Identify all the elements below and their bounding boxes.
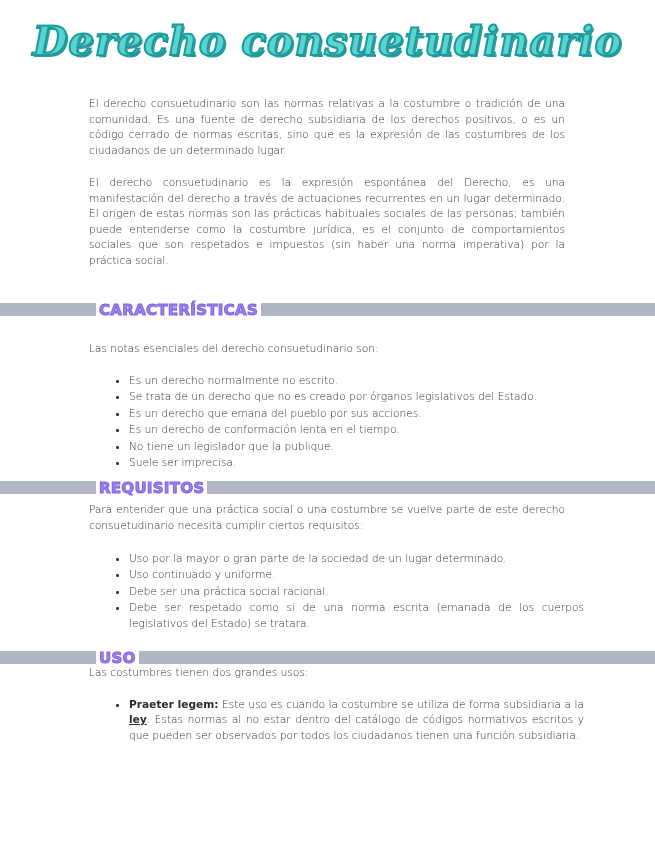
caracteristicas-heading: CARACTERÍSTICAS [96, 300, 261, 320]
list-item: • Uso por la mayor o gran parte de la sociedad de un lugar determinado. [129, 551, 584, 567]
uso-text-after: . Estas normas al no estar dentro del catálogo de códigos normativos escritos y que pueden ser observados por todos los ciudadanos tienen una función subsidiaria. [129, 714, 584, 742]
caracteristicas-list [112, 373, 584, 471]
list-item: • Uso continuado y uniforme. [129, 567, 584, 583]
list-item [129, 697, 584, 744]
list-item: • Debe ser una práctica social racional. [129, 584, 584, 600]
list-item: • Suele ser imprecisa. [129, 455, 584, 471]
ley-link[interactable]: ley [129, 714, 147, 727]
list-item: • No tiene un legislador que la publique. [129, 439, 584, 455]
list-item: • Debe ser respetado como si de una norma escrita (emanada de los cuerpos legislativos del Estado) se tratara. [129, 600, 584, 632]
uso-term: Praeter legem: [129, 699, 219, 711]
page-title: Derecho consuetudinario [32, 18, 623, 65]
list-item: • Es un derecho normalmente no escrito. [129, 373, 584, 389]
list-item: • Es un derecho de conformación lenta en el tiempo. [129, 422, 584, 438]
list-item: • Es un derecho que emana del pueblo por sus acciones. [129, 406, 584, 422]
uso-text-before: Este uso es cuando la costumbre se utiliza de forma subsidiaria a la [218, 699, 584, 711]
requisitos-list [112, 551, 584, 632]
uso-list [112, 697, 584, 744]
intro-paragraph-2: El derecho consuetudinario es la expresión espontánea del Derecho, es una manifestación del derecho a través de actuaciones recurrentes en un lugar determinado. El origen de estas normas son las prácticas habituales sociales de las personas; también puede entenderse como la costumbre jurídica, es el conjunto de comportamientos sociales que son respetados e impuestos (sin haber una norma imperativa) por la práctica social. [89, 177, 565, 267]
uso-lead: Las costumbres tienen dos grandes usos: [89, 667, 309, 679]
caracteristicas-lead: Las notas esenciales del derecho consuetudinario son: [89, 343, 379, 355]
requisitos-lead: Para entender que una práctica social o una costumbre se vuelve parte de este derecho consuetudinario necesita cumplir ciertos requisitos: [89, 504, 565, 532]
requisitos-heading: REQUISITOS [96, 478, 207, 498]
uso-heading: USO [96, 648, 139, 668]
list-item: • Se trata de un derecho que no es creado por órganos legislativos del Estado. [129, 389, 584, 405]
intro-paragraph-1: El derecho consuetudinario son las normas relativas a la costumbre o tradición de una comunidad. Es una fuente de derecho subsidiaria de los derechos positivos, o es un código cerrado de normas escritas, sino que es la expresión de las costumbres de los ciudadanos de un determinado lugar. [89, 98, 565, 157]
